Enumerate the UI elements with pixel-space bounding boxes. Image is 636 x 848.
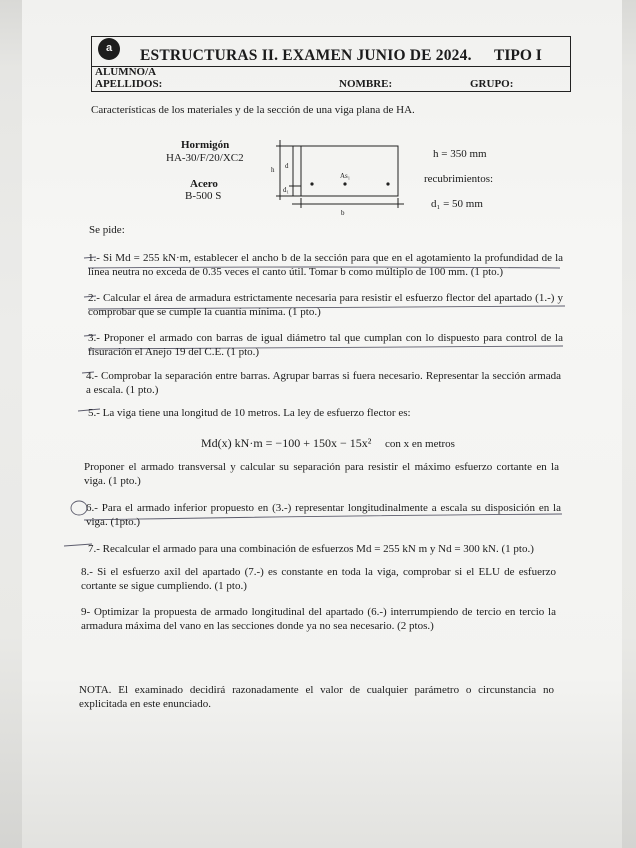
pen-mark-q4 — [82, 372, 94, 373]
formula-units-note: con x en metros — [385, 438, 455, 450]
h-label: h — [271, 166, 275, 174]
question-6-number: 6.- — [86, 502, 98, 514]
question-8-text: Si el esfuerzo axil del apartado (7.-) es constante en toda la viga, comprobar si el ELU de esfuerzo cortante se sigue cumpliendo. (1 pto.) — [81, 566, 557, 592]
pen-mark-q7 — [64, 544, 92, 546]
grupo-label: GRUPO: — [470, 78, 514, 90]
question-3-number: 3.- — [88, 332, 100, 344]
question-5-number: 5.- — [88, 407, 100, 419]
concrete-label: Hormigón — [181, 139, 230, 151]
question-7-text: Recalcular el armado para una combinación de esfuerzos Md = 255 kN m y Nd = 300 kN. (1 pto.) — [102, 543, 534, 555]
question-6-text: Para el armado inferior propuesto en (3.-) representar longitudinalmente a escala su disposición en la viga. (1pto.) — [86, 502, 561, 528]
question-4-text: Comprobar la separación entre barras. Agrupar barras si fuera necesario. Representar la sección armada a escala. (1 pto.) — [86, 370, 561, 396]
underline-q2 — [88, 306, 565, 309]
steel-value: B-500 S — [185, 190, 222, 202]
underline-q3 — [88, 346, 563, 349]
question-7-number: 7.- — [88, 543, 100, 555]
exam-type: TIPO I — [494, 47, 542, 64]
question-3-text: Proponer el armado con barras de igual diámetro tal que cumplan con lo dispuesto para control de la fisuración el Anejo 19 del C.E. (1 pto.) — [88, 332, 564, 358]
alumno-label: ALUMNO/A — [95, 66, 157, 78]
d-label: d — [285, 162, 289, 170]
question-9-number: 9- — [81, 606, 91, 618]
question-4-number: 4.- — [86, 370, 98, 382]
nota-text: NOTA. El examinado decidirá razonadamente el valor de cualquier parámetro o circunstancia no explicitada en este enunciado. — [79, 684, 554, 710]
underline-q1 — [88, 267, 560, 268]
d1-label: d₁ — [283, 186, 289, 194]
apellidos-label: APELLIDOS: — [95, 78, 163, 90]
exam-title: ESTRUCTURAS II. EXAMEN JUNIO DE 2024. — [140, 47, 472, 64]
question-1-text: Si Md = 255 kN·m, establecer el ancho b de la sección para que en el agotamiento la profundidad de la línea neutra no exceda de 0.35 veces el canto útil. Tomar b como múltiplo de 100 mm. (1 pto.) — [88, 252, 564, 278]
pen-mark-q5 — [78, 409, 100, 411]
question-1-number: 1.- — [88, 252, 100, 264]
pen-circle-q6 — [71, 501, 87, 515]
bending-moment-formula: Md(x) kN·m = −100 + 150x − 15x² — [201, 436, 372, 450]
intro-text: Características de los materiales y de la sección de una viga plana de HA. — [91, 104, 415, 116]
steel-label: Acero — [190, 178, 218, 190]
pen-mark-q3 — [84, 335, 96, 336]
d1-value: d₁ = 50 mm — [431, 198, 483, 210]
concrete-value: HA-30/F/20/XC2 — [166, 152, 244, 164]
nombre-label: NOMBRE: — [339, 78, 393, 90]
as1-label: As₁ — [340, 172, 351, 180]
b-label: b — [341, 209, 345, 217]
university-logo: a — [98, 38, 120, 60]
question-5-text: La viga tiene una longitud de 10 metros. La ley de esfuerzo flector es: — [102, 407, 411, 419]
pen-mark-q2 — [84, 296, 96, 297]
pen-mark-q1 — [84, 257, 96, 258]
question-5b-text: Proponer el armado transversal y calcular su separación para resistir el máximo esfuerzo cortante en la viga. (1 pto.) — [84, 461, 559, 487]
question-8-number: 8.- — [81, 566, 93, 578]
question-2-number: 2.- — [88, 292, 100, 304]
se-pide-label: Se pide: — [89, 224, 125, 236]
h-value: h = 350 mm — [433, 148, 487, 160]
recubrimientos-label: recubrimientos: — [424, 173, 494, 185]
question-9-text: Optimizar la propuesta de armado longitudinal del apartado (6.-) interrumpiendo de tercio en tercio la armadura máxima del vano en las secciones donde ya no sea necesario. (2 ptos.) — [81, 606, 556, 632]
question-2-text: Calcular el área de armadura estrictamente necesaria para resistir el esfuerzo flector del apartado (1.-) y comprobar que se cumple la cuantía mínima. (1 pto.) — [88, 292, 564, 318]
underline-q6 — [84, 514, 562, 520]
